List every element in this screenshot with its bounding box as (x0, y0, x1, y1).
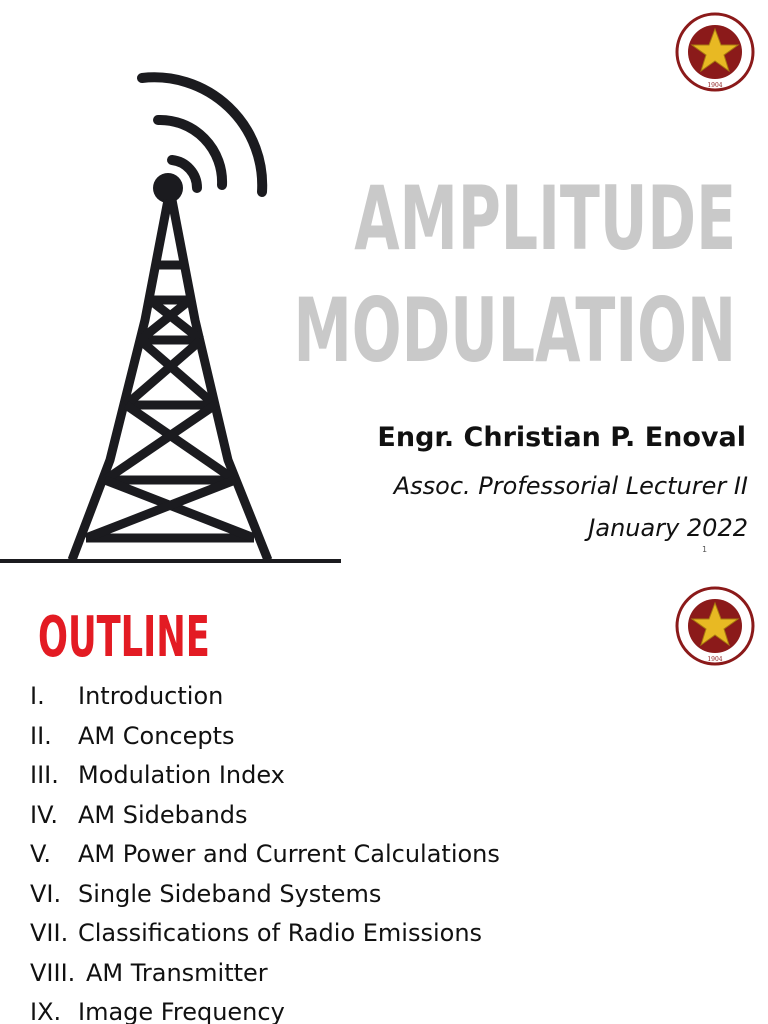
item-text: AM Sidebands (78, 800, 248, 829)
ground-line (0, 559, 341, 563)
page-number: 1 (702, 545, 708, 554)
item-number: III. (30, 761, 59, 789)
item-text: Introduction (78, 682, 224, 710)
university-seal-icon (675, 586, 755, 666)
presentation-date: January 2022 (588, 514, 748, 542)
item-text: Image Frequency (78, 998, 285, 1024)
title-line-2: MODULATION (293, 279, 736, 382)
item-number: IX. (30, 998, 62, 1024)
item-number: IV. (30, 800, 59, 829)
outline-slide (0, 574, 768, 1024)
item-text: AM Power and Current Calculations (78, 840, 500, 868)
radio-tower-icon (0, 60, 290, 560)
author-name: Engr. Christian P. Enoval (377, 422, 746, 453)
seal-year: 1904 (707, 656, 723, 663)
item-number: V. (30, 840, 51, 868)
item-number: VII. (30, 919, 69, 947)
item-text: Modulation Index (78, 761, 285, 789)
item-text: AM Transmitter (86, 958, 268, 987)
outline-heading: OUTLINE (38, 605, 210, 670)
item-number: I. (30, 682, 45, 710)
item-number: VIII. (30, 958, 76, 987)
item-number: II. (30, 721, 52, 750)
item-text: Single Sideband Systems (78, 879, 382, 908)
item-text: AM Concepts (78, 721, 235, 750)
item-text: Classifications of Radio Emissions (78, 919, 483, 947)
author-role: Assoc. Professorial Lecturer II (393, 472, 748, 500)
seal-year: 1904 (707, 82, 723, 89)
title-line-1: AMPLITUDE (354, 167, 736, 270)
item-number: VI. (30, 879, 62, 908)
university-seal-icon (675, 12, 755, 92)
